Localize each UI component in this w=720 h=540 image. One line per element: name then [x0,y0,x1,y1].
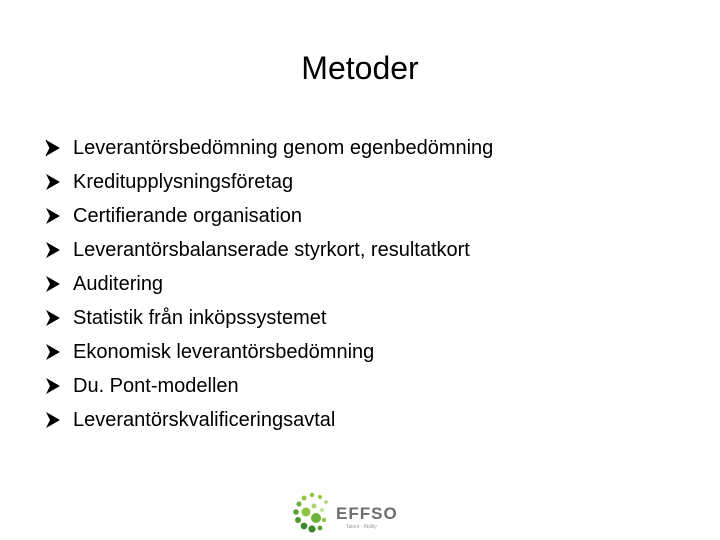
bullet-text: Statistik från inköpssystemet [73,306,327,329]
arrow-bullet-icon [44,342,62,362]
arrow-bullet-icon [44,206,62,226]
arrow-bullet-icon [44,308,62,328]
list-item [44,267,493,301]
bullet-text: Kreditupplysningsföretag [73,170,294,193]
list-item [44,165,493,199]
arrow-bullet-icon [44,240,62,260]
list-item [44,301,493,335]
list-item [44,369,493,403]
list-item [44,403,493,437]
bullet-text: Leverantörsbedömning genom egenbedömning [73,136,494,159]
list-item [44,131,493,165]
bullet-list [44,131,493,437]
arrow-bullet-icon [44,138,62,158]
arrow-bullet-icon [44,410,62,430]
effso-logo [290,490,410,536]
logo-dots-icon [290,490,336,536]
bullet-text: Auditering [73,272,164,295]
list-item [44,233,493,267]
arrow-bullet-icon [44,376,62,396]
bullet-text: Leverantörsbalanserade styrkort, resultatkort [73,238,470,261]
bullet-text: Du. Pont-modellen [73,374,239,397]
list-item [44,199,493,233]
bullet-text: Certifierande organisation [73,204,303,227]
bullet-text: Leverantörskvalificeringsavtal [73,408,336,431]
logo-tagline: Talent · Ability [346,524,377,530]
list-item [44,335,493,369]
slide-title: Metoder [301,50,419,86]
arrow-bullet-icon [44,172,62,192]
logo-wordmark: EFFSO [336,504,398,523]
arrow-bullet-icon [44,274,62,294]
bullet-text: Ekonomisk leverantörsbedömning [73,340,375,363]
